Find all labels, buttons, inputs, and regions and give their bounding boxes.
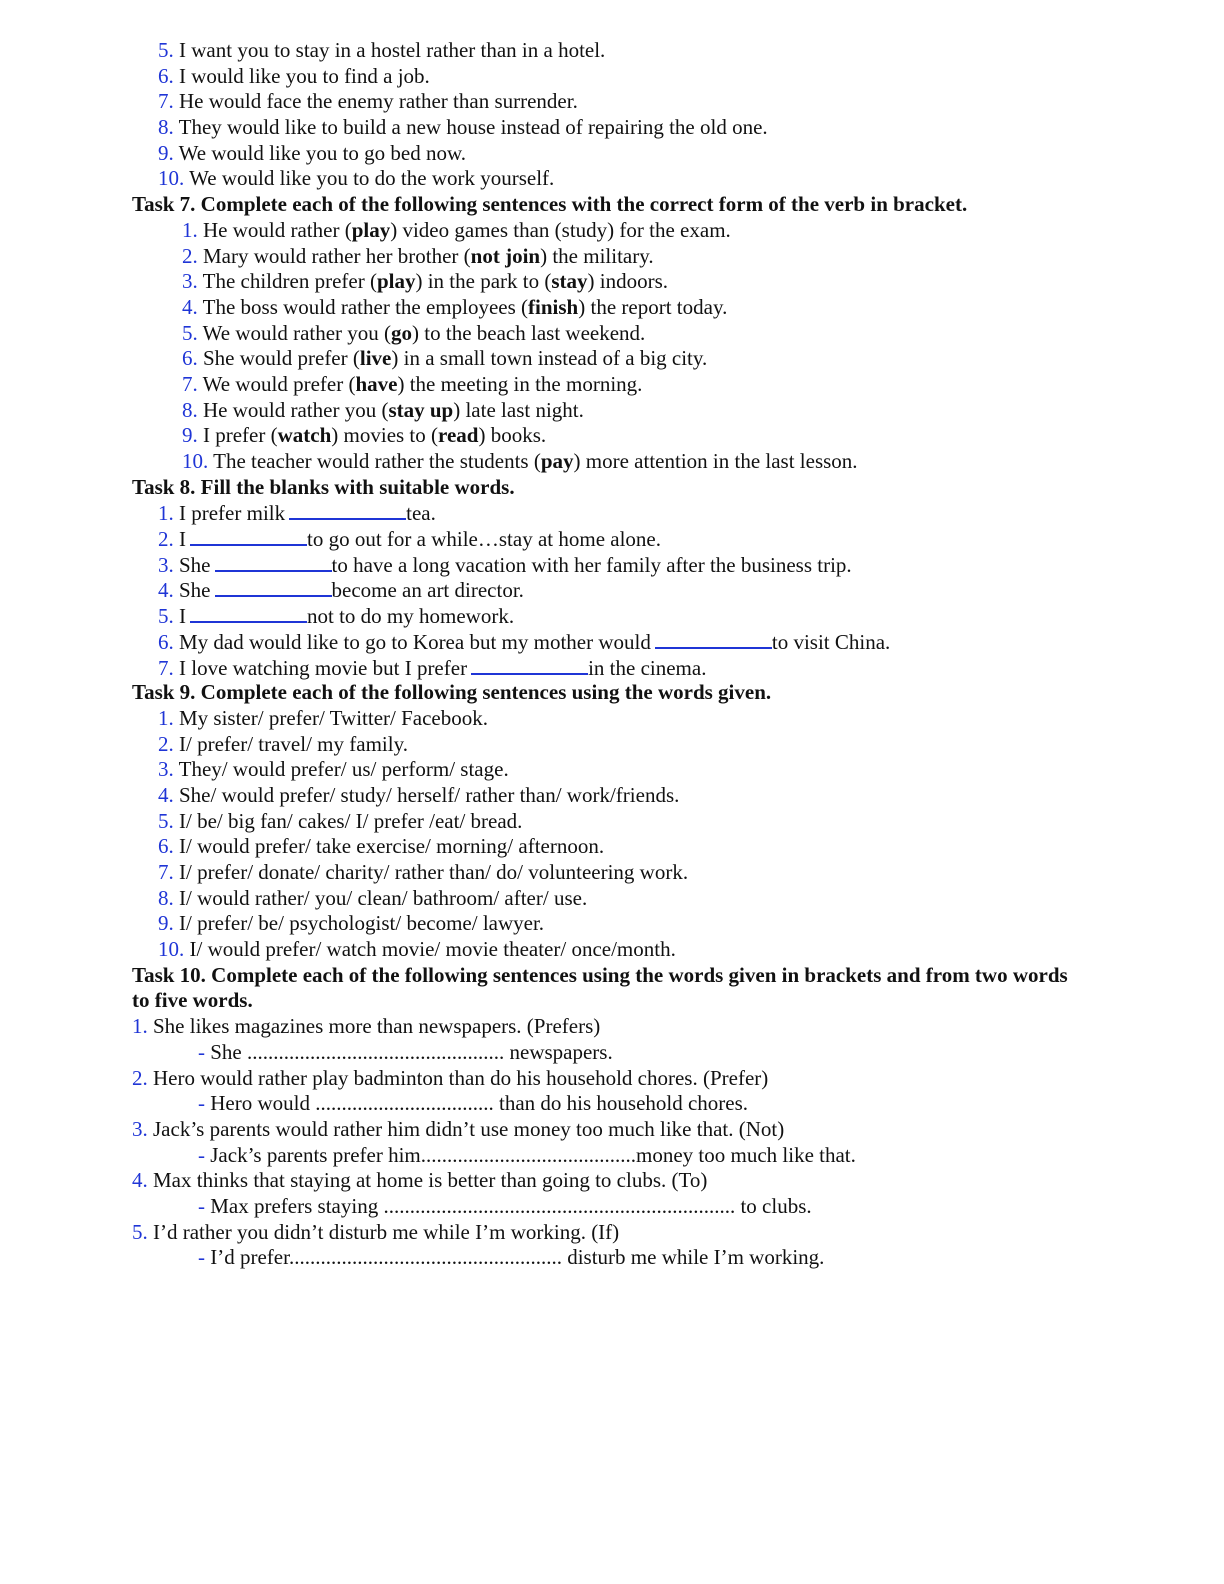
task10-list bbox=[0, 1014, 1224, 1271]
list-item bbox=[0, 269, 1224, 295]
item-text: I/ prefer/ travel/ my family. bbox=[179, 731, 408, 756]
answer-text: She ................................................. newspapers. bbox=[210, 1039, 613, 1064]
item-number: 5. bbox=[132, 1219, 148, 1244]
answer-text: Max prefers staying ................................................................... to clubs. bbox=[210, 1193, 812, 1218]
item-text: He would rather you ( bbox=[203, 397, 389, 422]
item-text: I/ would prefer/ watch movie/ movie theater/ once/month. bbox=[189, 937, 676, 962]
item-text: ) to the beach last weekend. bbox=[412, 320, 646, 345]
verb-bold: have bbox=[355, 371, 398, 396]
item-number: 10. bbox=[158, 166, 185, 191]
verb-bold: not join bbox=[470, 243, 541, 268]
answer-line bbox=[0, 1040, 1224, 1066]
item-text: My sister/ prefer/ Twitter/ Facebook. bbox=[179, 705, 488, 730]
list-item bbox=[0, 166, 1224, 192]
task9-list bbox=[0, 706, 1224, 963]
item-number: 5. bbox=[158, 38, 174, 62]
item-text: ) more attention in the last lesson. bbox=[573, 449, 858, 473]
item-number: 9. bbox=[182, 423, 198, 448]
verb-bold: finish bbox=[528, 294, 579, 319]
item-text: I want you to stay in a hostel rather than in a hotel. bbox=[179, 38, 606, 62]
list-item bbox=[0, 886, 1224, 912]
item-number: 3. bbox=[158, 757, 174, 782]
item-number: 5. bbox=[158, 808, 174, 833]
item-number: 8. bbox=[158, 115, 174, 140]
task10-heading: Task 10. Complete each of the following sentences using the words given in brackets and from two words to five words. bbox=[132, 962, 1068, 1013]
item-number: 7. bbox=[158, 860, 174, 884]
list-item bbox=[0, 732, 1224, 758]
item-text: ) the military. bbox=[540, 243, 654, 268]
item-text: I love watching movie but I prefer bbox=[179, 655, 468, 680]
item-text: She likes magazines more than newspapers. (Prefers) bbox=[153, 1014, 601, 1039]
item-text: I’d rather you didn’t disturb me while I’m working. (If) bbox=[153, 1219, 620, 1244]
list-item bbox=[0, 64, 1224, 90]
item-text: I/ prefer/ donate/ charity/ rather than/ do/ volunteering work. bbox=[179, 860, 689, 884]
item-text: She/ would prefer/ study/ herself/ rather than/ work/friends. bbox=[179, 782, 680, 807]
list-item bbox=[0, 834, 1224, 860]
item-text: I bbox=[179, 604, 186, 629]
item-text: He would rather ( bbox=[203, 217, 352, 242]
item-text: We would prefer ( bbox=[202, 371, 356, 396]
item-text: They/ would prefer/ us/ perform/ stage. bbox=[178, 757, 509, 782]
verb-bold: live bbox=[359, 346, 392, 371]
list-item bbox=[0, 398, 1224, 424]
list-item bbox=[0, 346, 1224, 372]
list-item bbox=[0, 911, 1224, 937]
item-number: 3. bbox=[158, 552, 174, 577]
item-text: I prefer ( bbox=[203, 423, 278, 448]
item-text: Max thinks that staying at home is better than going to clubs. (To) bbox=[153, 1168, 708, 1193]
item-text: ) the report today. bbox=[578, 294, 728, 319]
item-text: He would face the enemy rather than surrender. bbox=[179, 89, 578, 114]
item-text: not to do my homework. bbox=[307, 604, 515, 629]
list-item bbox=[0, 372, 1224, 398]
task6-list bbox=[0, 38, 1224, 192]
item-text: ) late last night. bbox=[453, 397, 584, 422]
item-text: in the cinema. bbox=[588, 655, 707, 680]
list-item bbox=[0, 1117, 1224, 1143]
dash-marker: - bbox=[198, 1245, 205, 1270]
item-number: 1. bbox=[158, 705, 174, 730]
answer-text: I’d prefer.................................................... disturb me while I’m working. bbox=[210, 1245, 825, 1270]
verb-bold: stay up bbox=[388, 397, 454, 422]
dash-marker: - bbox=[198, 1091, 205, 1116]
task9-heading: Task 9. Complete each of the following sentences using the words given. bbox=[132, 680, 772, 705]
item-text: Jack’s parents would rather him didn’t use money too much like that. (Not) bbox=[153, 1116, 785, 1141]
item-number: 9. bbox=[158, 911, 174, 936]
item-number: 10. bbox=[158, 937, 185, 962]
item-text: She bbox=[179, 552, 211, 577]
item-text: ) in the park to ( bbox=[415, 269, 552, 294]
item-text: ) indoors. bbox=[587, 269, 669, 294]
verb-bold: play bbox=[376, 269, 416, 294]
item-number: 4. bbox=[132, 1168, 148, 1193]
item-text: ) movies to ( bbox=[331, 423, 439, 448]
list-item bbox=[0, 295, 1224, 321]
answer-blank[interactable] bbox=[190, 603, 307, 623]
list-item bbox=[0, 244, 1224, 270]
item-text: My dad would like to go to Korea but my mother would bbox=[179, 629, 651, 654]
item-number: 9. bbox=[158, 140, 174, 165]
item-number: 5. bbox=[182, 320, 198, 345]
item-number: 2. bbox=[132, 1065, 148, 1090]
answer-line bbox=[0, 1143, 1224, 1169]
list-item bbox=[0, 809, 1224, 835]
answer-text: Jack’s parents prefer him.........................................money too much like that. bbox=[210, 1142, 856, 1167]
item-text: I bbox=[179, 527, 186, 552]
item-number: 2. bbox=[158, 527, 174, 552]
item-number: 3. bbox=[182, 269, 198, 294]
item-text: I prefer milk bbox=[179, 501, 286, 526]
list-item bbox=[0, 783, 1224, 809]
verb-bold: play bbox=[351, 217, 391, 242]
item-text: I would like you to find a job. bbox=[179, 63, 430, 88]
list-item bbox=[0, 860, 1224, 886]
item-number: 2. bbox=[182, 243, 198, 268]
list-item bbox=[0, 1066, 1224, 1092]
list-item bbox=[0, 500, 1224, 526]
item-text: They would like to build a new house instead of repairing the old one. bbox=[178, 115, 768, 140]
task7-list bbox=[0, 218, 1224, 475]
item-text: The boss would rather the employees ( bbox=[202, 294, 529, 319]
list-item bbox=[0, 655, 1224, 681]
dash-marker: - bbox=[198, 1193, 205, 1218]
verb-bold: stay bbox=[551, 269, 588, 294]
list-item bbox=[0, 141, 1224, 167]
list-item bbox=[0, 321, 1224, 347]
dash-marker: - bbox=[198, 1142, 205, 1167]
item-number: 6. bbox=[158, 834, 174, 859]
item-number: 4. bbox=[182, 294, 198, 319]
item-number: 7. bbox=[158, 89, 174, 114]
item-number: 4. bbox=[158, 782, 174, 807]
answer-line bbox=[0, 1245, 1224, 1271]
item-number: 1. bbox=[158, 501, 174, 526]
item-text: ) in a small town instead of a big city. bbox=[391, 346, 708, 371]
item-text: ) video games than (study) for the exam. bbox=[390, 217, 731, 242]
item-text: Hero would rather play badminton than do his household chores. (Prefer) bbox=[153, 1065, 769, 1090]
answer-blank[interactable] bbox=[215, 552, 332, 572]
item-number: 1. bbox=[182, 217, 198, 242]
item-text: to have a long vacation with her family after the business trip. bbox=[331, 552, 852, 577]
item-text: I/ prefer/ be/ psychologist/ become/ lawyer. bbox=[179, 911, 545, 936]
answer-blank[interactable] bbox=[289, 500, 406, 520]
item-text: ) books. bbox=[478, 423, 547, 448]
item-text: We would rather you ( bbox=[202, 320, 392, 345]
item-text: She would prefer ( bbox=[203, 346, 360, 371]
list-item bbox=[0, 706, 1224, 732]
worksheet-page bbox=[0, 38, 1224, 1271]
item-text: tea. bbox=[406, 501, 436, 526]
item-text: We would like you to do the work yourself. bbox=[189, 166, 555, 191]
item-text: The children prefer ( bbox=[202, 269, 377, 294]
verb-bold: go bbox=[391, 320, 413, 345]
answer-blank[interactable] bbox=[190, 526, 307, 546]
item-number: 2. bbox=[158, 731, 174, 756]
item-text: I/ would prefer/ take exercise/ morning/ afternoon. bbox=[179, 834, 605, 859]
task8-heading: Task 8. Fill the blanks with suitable words. bbox=[132, 474, 515, 499]
list-item bbox=[0, 629, 1224, 655]
answer-blank[interactable] bbox=[471, 655, 588, 675]
dash-marker: - bbox=[198, 1039, 205, 1064]
answer-line bbox=[0, 1091, 1224, 1117]
answer-text: Hero would .................................. than do his household chores. bbox=[210, 1091, 749, 1116]
list-item bbox=[0, 423, 1224, 449]
task8-list bbox=[0, 500, 1224, 680]
verb-bold: watch bbox=[277, 423, 332, 448]
item-number: 5. bbox=[158, 604, 174, 629]
item-number: 4. bbox=[158, 578, 174, 603]
list-item bbox=[0, 115, 1224, 141]
item-number: 8. bbox=[158, 885, 174, 910]
item-text: become an art director. bbox=[331, 578, 524, 603]
item-text: to visit China. bbox=[771, 629, 891, 654]
verb-bold: read bbox=[438, 423, 479, 448]
list-item bbox=[0, 757, 1224, 783]
list-item bbox=[0, 577, 1224, 603]
list-item bbox=[0, 552, 1224, 578]
item-text: ) the meeting in the morning. bbox=[397, 371, 643, 396]
list-item bbox=[0, 526, 1224, 552]
list-item bbox=[0, 218, 1224, 244]
answer-line bbox=[0, 1194, 1224, 1220]
task7-heading: Task 7. Complete each of the following sentences with the correct form of the verb in bracket. bbox=[132, 192, 968, 217]
item-number: 8. bbox=[182, 397, 198, 422]
item-text: The teacher would rather the students ( bbox=[213, 449, 541, 473]
list-item bbox=[0, 603, 1224, 629]
item-number: 6. bbox=[158, 63, 174, 88]
item-number: 3. bbox=[132, 1116, 148, 1141]
item-text: She bbox=[179, 578, 211, 603]
item-number: 6. bbox=[182, 346, 198, 371]
item-text: We would like you to go bed now. bbox=[178, 140, 467, 165]
item-text: to go out for a while…stay at home alone. bbox=[307, 527, 661, 552]
item-number: 1. bbox=[132, 1014, 148, 1039]
list-item bbox=[0, 1168, 1224, 1194]
item-number: 7. bbox=[182, 371, 198, 396]
item-text: I/ be/ big fan/ cakes/ I/ prefer /eat/ bread. bbox=[179, 808, 523, 833]
item-number: 6. bbox=[158, 629, 174, 654]
item-number: 10. bbox=[182, 449, 209, 473]
item-number: 7. bbox=[158, 655, 174, 680]
answer-blank[interactable] bbox=[215, 577, 332, 597]
list-item bbox=[0, 89, 1224, 115]
list-item bbox=[0, 1220, 1224, 1246]
verb-bold: pay bbox=[540, 449, 574, 473]
answer-blank[interactable] bbox=[655, 629, 772, 649]
list-item bbox=[0, 937, 1224, 963]
list-item bbox=[0, 38, 1224, 64]
list-item bbox=[0, 1014, 1224, 1040]
item-text: Mary would rather her brother ( bbox=[203, 243, 471, 268]
list-item bbox=[0, 449, 1224, 475]
item-text: I/ would rather/ you/ clean/ bathroom/ after/ use. bbox=[179, 885, 588, 910]
